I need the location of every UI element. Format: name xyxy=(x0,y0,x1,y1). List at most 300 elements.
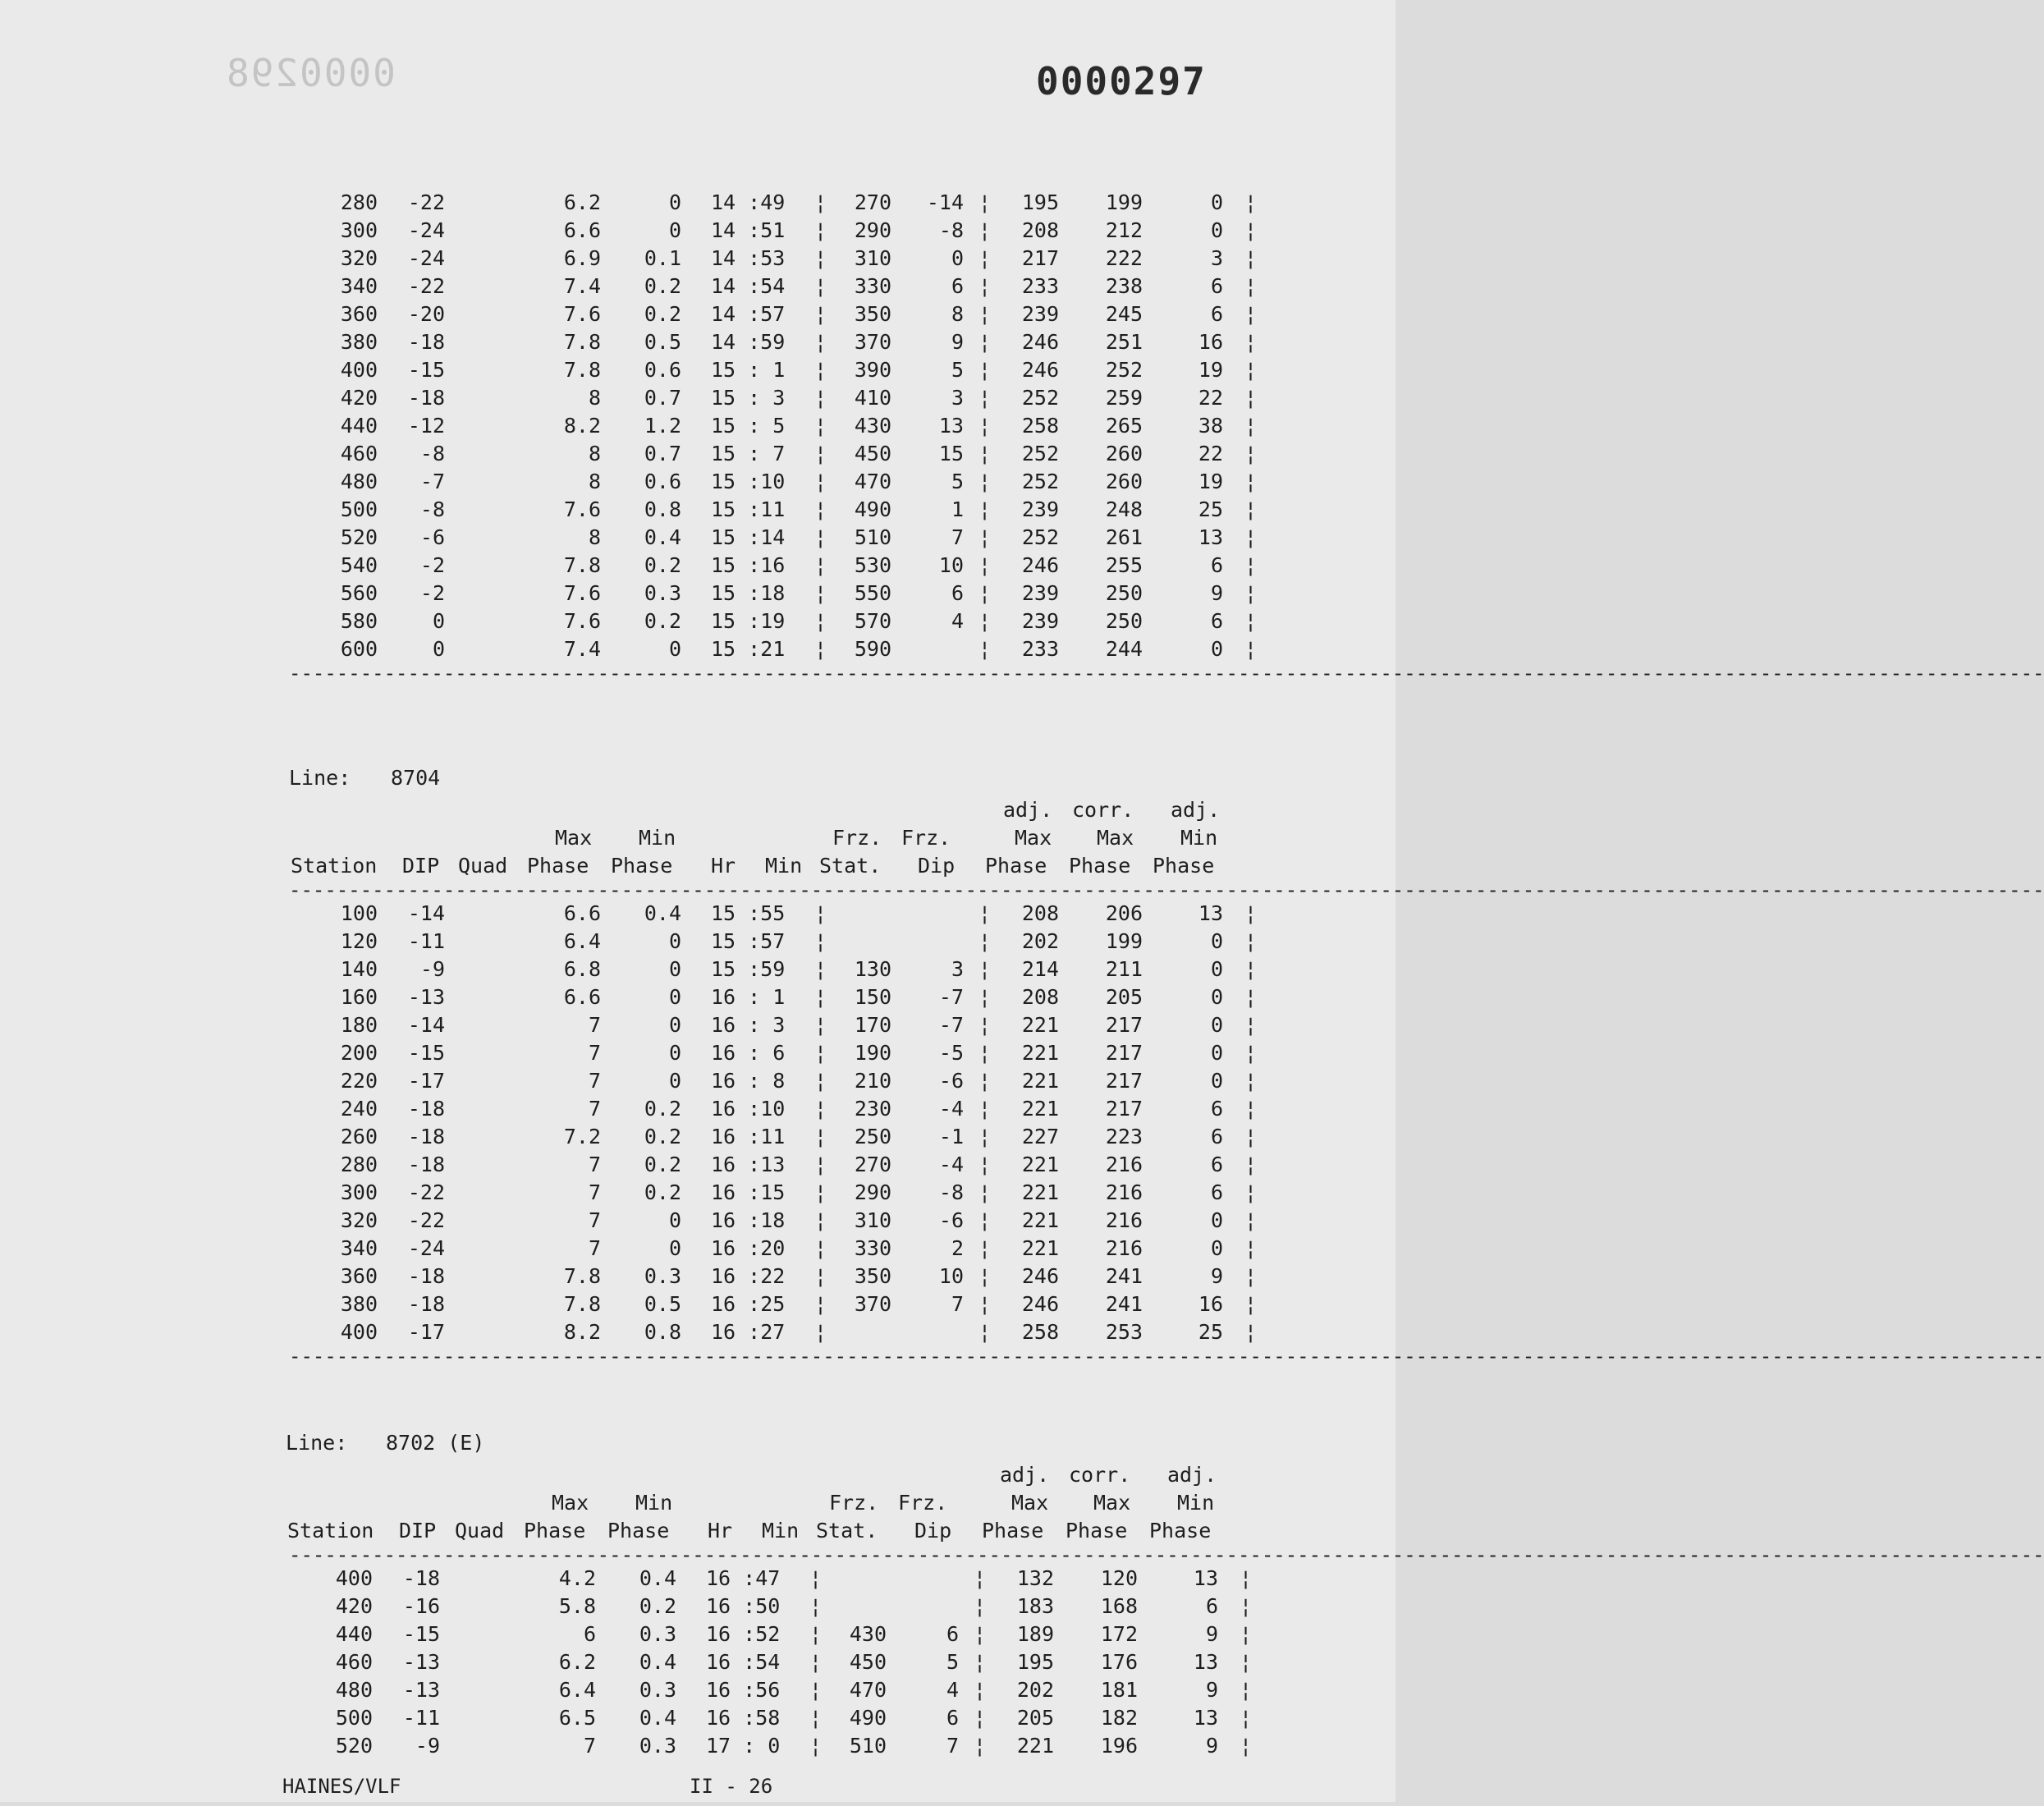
column-separator: ¦ xyxy=(1240,1650,1253,1674)
adj-max-phase-cell: 214 xyxy=(1021,957,1059,981)
frz-dip-cell: 3 xyxy=(951,957,964,981)
frz-dip-cell: 7 xyxy=(951,1292,964,1316)
column-separator: ¦ xyxy=(1244,553,1258,577)
corr-max-phase-cell: 255 xyxy=(1105,553,1143,577)
column-separator: ¦ xyxy=(814,470,827,493)
station-cell: 580 xyxy=(340,609,378,633)
column-heading: Quad xyxy=(458,854,508,878)
adj-min-phase-cell: 19 xyxy=(1198,470,1223,493)
station-cell: 380 xyxy=(340,330,378,354)
adj-max-phase-cell: 221 xyxy=(1021,1180,1059,1204)
max-phase-cell: 8 xyxy=(588,386,601,410)
column-separator: ¦ xyxy=(974,1678,987,1702)
max-phase-cell: 7.4 xyxy=(563,274,601,298)
time-cell: 16 :25 xyxy=(711,1292,786,1316)
adj-max-phase-cell: 239 xyxy=(1021,609,1059,633)
column-separator: ¦ xyxy=(974,1622,987,1646)
corr-max-phase-cell: 206 xyxy=(1105,901,1143,925)
dip-cell: -16 xyxy=(402,1594,440,1618)
time-cell: 16 :47 xyxy=(706,1566,781,1590)
max-phase-cell: 6.2 xyxy=(558,1650,596,1674)
footer-page-number: II - 26 xyxy=(690,1775,773,1798)
frz-stat-cell: 390 xyxy=(854,358,891,382)
min-phase-cell: 0 xyxy=(668,1069,681,1093)
frz-stat-cell: 250 xyxy=(854,1125,891,1148)
corr-max-phase-cell: 244 xyxy=(1105,637,1143,661)
adj-max-phase-cell: 205 xyxy=(1016,1706,1054,1730)
station-cell: 320 xyxy=(340,246,378,270)
adj-min-phase-cell: 22 xyxy=(1198,442,1223,465)
column-separator: ¦ xyxy=(814,985,827,1009)
station-cell: 100 xyxy=(340,901,378,925)
max-phase-cell: 7 xyxy=(588,1069,601,1093)
column-heading: Min xyxy=(1180,826,1218,850)
column-separator: ¦ xyxy=(1244,1153,1258,1176)
column-heading: Frz. xyxy=(832,826,882,850)
adj-max-phase-cell: 246 xyxy=(1021,1292,1059,1316)
column-separator: ¦ xyxy=(814,190,827,214)
adj-min-phase-cell: 0 xyxy=(1210,1041,1223,1065)
column-heading: Phase xyxy=(611,854,673,878)
dip-cell: -22 xyxy=(407,190,445,214)
column-heading: Phase xyxy=(1153,854,1215,878)
frz-stat-cell: 550 xyxy=(854,581,891,605)
table-row xyxy=(0,412,1418,440)
frz-dip-cell: -5 xyxy=(938,1041,964,1065)
column-separator: ¦ xyxy=(814,1236,827,1260)
dip-cell: -18 xyxy=(407,1264,445,1288)
table-row xyxy=(0,1593,1418,1620)
rule-dashes: ---------------------------------------------------------------------------------------------------------------------------------------------------- xyxy=(289,1543,2044,1566)
max-phase-cell: 7.8 xyxy=(563,358,601,382)
column-heading: Min xyxy=(765,854,803,878)
time-cell: 15 :14 xyxy=(711,525,786,549)
station-cell: 600 xyxy=(340,637,378,661)
column-separator: ¦ xyxy=(814,274,827,298)
table-row xyxy=(0,468,1418,496)
column-separator: ¦ xyxy=(1244,414,1258,438)
min-phase-cell: 0.3 xyxy=(639,1734,676,1758)
table-row xyxy=(0,900,1418,928)
max-phase-cell: 7 xyxy=(588,1041,601,1065)
adj-min-phase-cell: 13 xyxy=(1198,901,1223,925)
dip-cell: -24 xyxy=(407,246,445,270)
dip-cell: -24 xyxy=(407,1236,445,1260)
time-cell: 16 :56 xyxy=(706,1678,781,1702)
column-separator: ¦ xyxy=(974,1734,987,1758)
time-cell: 15 :10 xyxy=(711,470,786,493)
min-phase-cell: 0.4 xyxy=(639,1650,676,1674)
adj-max-phase-cell: 252 xyxy=(1021,525,1059,549)
column-separator: ¦ xyxy=(978,1125,992,1148)
min-phase-cell: 0.3 xyxy=(639,1622,676,1646)
column-separator: ¦ xyxy=(978,470,992,493)
station-cell: 220 xyxy=(340,1069,378,1093)
table-line-8704 xyxy=(0,760,2044,1368)
adj-min-phase-cell: 6 xyxy=(1205,1594,1218,1618)
column-separator: ¦ xyxy=(814,302,827,326)
adj-min-phase-cell: 6 xyxy=(1210,1180,1223,1204)
max-phase-cell: 7.8 xyxy=(563,330,601,354)
column-separator: ¦ xyxy=(978,1041,992,1065)
line-number: 8702 (E) xyxy=(386,1431,485,1455)
adj-max-phase-cell: 233 xyxy=(1021,274,1059,298)
max-phase-cell: 8.2 xyxy=(563,1320,601,1344)
corr-max-phase-cell: 211 xyxy=(1105,957,1143,981)
min-phase-cell: 0 xyxy=(668,1041,681,1065)
frz-stat-cell: 490 xyxy=(854,497,891,521)
frz-dip-cell: -6 xyxy=(938,1208,964,1232)
column-heading: Min xyxy=(762,1519,800,1542)
table-row xyxy=(0,635,1418,663)
column-separator: ¦ xyxy=(1240,1734,1253,1758)
min-phase-cell: 0.8 xyxy=(644,1320,681,1344)
frz-dip-cell: 5 xyxy=(951,470,964,493)
table-row xyxy=(0,524,1418,552)
time-cell: 16 : 8 xyxy=(711,1069,786,1093)
frz-stat-cell: 570 xyxy=(854,609,891,633)
min-phase-cell: 0.1 xyxy=(644,246,681,270)
frz-stat-cell: 130 xyxy=(854,957,891,981)
column-separator: ¦ xyxy=(1244,957,1258,981)
corr-max-phase-cell: 217 xyxy=(1105,1097,1143,1121)
station-cell: 460 xyxy=(335,1650,373,1674)
adj-max-phase-cell: 208 xyxy=(1021,985,1059,1009)
column-separator: ¦ xyxy=(809,1650,823,1674)
min-phase-cell: 0.2 xyxy=(644,274,681,298)
corr-max-phase-cell: 217 xyxy=(1105,1013,1143,1037)
max-phase-cell: 6.6 xyxy=(563,985,601,1009)
table-row xyxy=(0,1235,1418,1263)
column-heading: Phase xyxy=(607,1519,670,1542)
dip-cell: -9 xyxy=(415,1734,440,1758)
min-phase-cell: 0.2 xyxy=(644,302,681,326)
column-separator: ¦ xyxy=(1240,1594,1253,1618)
column-heading: corr. xyxy=(1072,798,1134,822)
time-cell: 15 :57 xyxy=(711,929,786,953)
min-phase-cell: 0.6 xyxy=(644,358,681,382)
line-label: Line: xyxy=(289,766,351,790)
column-separator: ¦ xyxy=(814,1041,827,1065)
corr-max-phase-cell: 223 xyxy=(1105,1125,1143,1148)
table-row xyxy=(0,1179,1418,1207)
adj-max-phase-cell: 258 xyxy=(1021,414,1059,438)
frz-stat-cell: 410 xyxy=(854,386,891,410)
header-row xyxy=(0,796,1418,824)
adj-max-phase-cell: 221 xyxy=(1021,1013,1059,1037)
column-heading: Dip xyxy=(914,1519,952,1542)
dip-cell: -17 xyxy=(407,1069,445,1093)
max-phase-cell: 6.4 xyxy=(558,1678,596,1702)
time-cell: 16 :11 xyxy=(711,1125,786,1148)
corr-max-phase-cell: 120 xyxy=(1100,1566,1138,1590)
table-line-8702-e xyxy=(0,1425,2044,1760)
dip-cell: -15 xyxy=(407,1041,445,1065)
dip-cell: 0 xyxy=(432,637,445,661)
corr-max-phase-cell: 248 xyxy=(1105,497,1143,521)
time-cell: 14 :54 xyxy=(711,274,786,298)
dip-cell: -11 xyxy=(402,1706,440,1730)
adj-min-phase-cell: 0 xyxy=(1210,1236,1223,1260)
frz-dip-cell: 2 xyxy=(951,1236,964,1260)
frz-stat-cell: 470 xyxy=(854,470,891,493)
column-separator: ¦ xyxy=(814,442,827,465)
adj-max-phase-cell: 217 xyxy=(1021,246,1059,270)
dip-cell: -18 xyxy=(407,1125,445,1148)
table-row xyxy=(0,1704,1418,1732)
station-cell: 140 xyxy=(340,957,378,981)
frz-stat-cell: 350 xyxy=(854,302,891,326)
column-separator: ¦ xyxy=(814,637,827,661)
column-separator: ¦ xyxy=(814,1264,827,1288)
column-header xyxy=(0,1461,2044,1566)
min-phase-cell: 0.4 xyxy=(639,1566,676,1590)
dashed-rule xyxy=(0,878,2044,901)
min-phase-cell: 0.2 xyxy=(644,1153,681,1176)
table-row xyxy=(0,1011,1418,1039)
line-number: 8704 xyxy=(391,766,441,790)
min-phase-cell: 0 xyxy=(668,218,681,242)
table-row xyxy=(0,1151,1418,1179)
corr-max-phase-cell: 205 xyxy=(1105,985,1143,1009)
column-separator: ¦ xyxy=(1244,1125,1258,1148)
table-row xyxy=(0,440,1418,468)
adj-max-phase-cell: 252 xyxy=(1021,470,1059,493)
column-separator: ¦ xyxy=(1244,637,1258,661)
corr-max-phase-cell: 181 xyxy=(1100,1678,1138,1702)
table-row xyxy=(0,1732,1418,1760)
column-heading: Min xyxy=(635,1491,673,1515)
column-separator: ¦ xyxy=(978,302,992,326)
corr-max-phase-cell: 199 xyxy=(1105,190,1143,214)
min-phase-cell: 0.2 xyxy=(644,1097,681,1121)
adj-max-phase-cell: 221 xyxy=(1021,1041,1059,1065)
min-phase-cell: 0.4 xyxy=(644,901,681,925)
adj-min-phase-cell: 6 xyxy=(1210,274,1223,298)
max-phase-cell: 7.6 xyxy=(563,581,601,605)
dip-cell: -2 xyxy=(419,553,445,577)
column-separator: ¦ xyxy=(978,1013,992,1037)
column-separator: ¦ xyxy=(978,246,992,270)
column-heading: Quad xyxy=(455,1519,505,1542)
table-row xyxy=(0,1290,1418,1318)
frz-dip-cell: 4 xyxy=(951,609,964,633)
station-cell: 400 xyxy=(340,358,378,382)
time-cell: 14 :53 xyxy=(711,246,786,270)
dip-cell: -18 xyxy=(407,1292,445,1316)
frz-stat-cell: 490 xyxy=(849,1706,887,1730)
min-phase-cell: 0 xyxy=(668,957,681,981)
corr-max-phase-cell: 172 xyxy=(1100,1622,1138,1646)
min-phase-cell: 0 xyxy=(668,637,681,661)
corr-max-phase-cell: 216 xyxy=(1105,1208,1143,1232)
column-separator: ¦ xyxy=(974,1706,987,1730)
column-separator: ¦ xyxy=(978,525,992,549)
dip-cell: -13 xyxy=(402,1678,440,1702)
column-separator: ¦ xyxy=(1244,525,1258,549)
column-separator: ¦ xyxy=(978,985,992,1009)
min-phase-cell: 0.7 xyxy=(644,442,681,465)
frz-stat-cell: 510 xyxy=(854,525,891,549)
table-body xyxy=(0,900,2044,1368)
table-row xyxy=(0,1676,1418,1704)
max-phase-cell: 8 xyxy=(588,442,601,465)
column-separator: ¦ xyxy=(809,1594,823,1618)
frz-dip-cell: 8 xyxy=(951,302,964,326)
time-cell: 15 :19 xyxy=(711,609,786,633)
adj-max-phase-cell: 189 xyxy=(1016,1622,1054,1646)
column-separator: ¦ xyxy=(809,1734,823,1758)
frz-dip-cell: -4 xyxy=(938,1097,964,1121)
column-separator: ¦ xyxy=(814,1013,827,1037)
column-separator: ¦ xyxy=(814,1292,827,1316)
frz-stat-cell: 210 xyxy=(854,1069,891,1093)
dip-cell: -22 xyxy=(407,274,445,298)
column-separator: ¦ xyxy=(1244,246,1258,270)
min-phase-cell: 0.4 xyxy=(639,1706,676,1730)
column-separator: ¦ xyxy=(978,1153,992,1176)
column-heading: Dip xyxy=(918,854,956,878)
time-cell: 16 : 1 xyxy=(711,985,786,1009)
column-separator: ¦ xyxy=(814,246,827,270)
time-cell: 15 : 1 xyxy=(711,358,786,382)
frz-dip-cell: 7 xyxy=(946,1734,959,1758)
dip-cell: -9 xyxy=(419,957,445,981)
column-separator: ¦ xyxy=(814,957,827,981)
column-separator: ¦ xyxy=(814,929,827,953)
adj-min-phase-cell: 13 xyxy=(1193,1566,1218,1590)
frz-dip-cell: 4 xyxy=(946,1678,959,1702)
column-separator: ¦ xyxy=(978,190,992,214)
time-cell: 16 : 3 xyxy=(711,1013,786,1037)
max-phase-cell: 7 xyxy=(588,1180,601,1204)
frz-stat-cell: 590 xyxy=(854,637,891,661)
frz-stat-cell: 150 xyxy=(854,985,891,1009)
min-phase-cell: 0.4 xyxy=(644,525,681,549)
adj-max-phase-cell: 258 xyxy=(1021,1320,1059,1344)
station-cell: 200 xyxy=(340,1041,378,1065)
footer-left: HAINES/VLF xyxy=(282,1775,401,1798)
column-heading: Max xyxy=(1011,1491,1049,1515)
min-phase-cell: 0.3 xyxy=(639,1678,676,1702)
max-phase-cell: 8.2 xyxy=(563,414,601,438)
min-phase-cell: 1.2 xyxy=(644,414,681,438)
dip-cell: -12 xyxy=(407,414,445,438)
column-heading: Station xyxy=(287,1519,374,1542)
column-heading: Max xyxy=(555,826,593,850)
min-phase-cell: 0.3 xyxy=(644,1264,681,1288)
adj-min-phase-cell: 38 xyxy=(1198,414,1223,438)
table-row xyxy=(0,496,1418,524)
table-body xyxy=(0,1565,1418,1760)
adj-min-phase-cell: 6 xyxy=(1210,1125,1223,1148)
frz-dip-cell: 15 xyxy=(938,442,964,465)
table-row xyxy=(0,1565,1418,1593)
dip-cell: -18 xyxy=(407,1153,445,1176)
column-separator: ¦ xyxy=(1244,190,1258,214)
column-separator: ¦ xyxy=(809,1566,823,1590)
frz-dip-cell: -14 xyxy=(926,190,964,214)
column-heading: Hr xyxy=(708,1519,733,1542)
frz-dip-cell: 1 xyxy=(951,497,964,521)
dip-cell: -22 xyxy=(407,1180,445,1204)
adj-max-phase-cell: 202 xyxy=(1021,929,1059,953)
frz-dip-cell: -1 xyxy=(938,1125,964,1148)
column-separator: ¦ xyxy=(814,218,827,242)
corr-max-phase-cell: 212 xyxy=(1105,218,1143,242)
column-separator: ¦ xyxy=(1240,1566,1253,1590)
adj-min-phase-cell: 9 xyxy=(1205,1622,1218,1646)
column-separator: ¦ xyxy=(1244,497,1258,521)
station-cell: 520 xyxy=(340,525,378,549)
column-separator: ¦ xyxy=(814,386,827,410)
adj-min-phase-cell: 0 xyxy=(1210,929,1223,953)
column-heading: Frz. xyxy=(898,1491,948,1515)
station-cell: 300 xyxy=(340,218,378,242)
column-heading: adj. xyxy=(1167,1463,1217,1487)
frz-stat-cell: 350 xyxy=(854,1264,891,1288)
min-phase-cell: 0.2 xyxy=(644,1180,681,1204)
adj-max-phase-cell: 233 xyxy=(1021,637,1059,661)
frz-stat-cell: 290 xyxy=(854,218,891,242)
max-phase-cell: 7 xyxy=(588,1236,601,1260)
adj-min-phase-cell: 6 xyxy=(1210,609,1223,633)
corr-max-phase-cell: 265 xyxy=(1105,414,1143,438)
adj-max-phase-cell: 132 xyxy=(1016,1566,1054,1590)
max-phase-cell: 6.6 xyxy=(563,901,601,925)
table-row xyxy=(0,300,1418,328)
column-separator: ¦ xyxy=(814,358,827,382)
adj-min-phase-cell: 0 xyxy=(1210,1013,1223,1037)
frz-stat-cell: 530 xyxy=(854,553,891,577)
table-row xyxy=(0,1095,1418,1123)
column-separator: ¦ xyxy=(1244,1180,1258,1204)
column-heading: adj. xyxy=(1000,1463,1050,1487)
station-cell: 500 xyxy=(340,497,378,521)
adj-min-phase-cell: 13 xyxy=(1193,1650,1218,1674)
min-phase-cell: 0.8 xyxy=(644,497,681,521)
time-cell: 16 :27 xyxy=(711,1320,786,1344)
adj-max-phase-cell: 195 xyxy=(1021,190,1059,214)
corr-max-phase-cell: 261 xyxy=(1105,525,1143,549)
max-phase-cell: 7.8 xyxy=(563,553,601,577)
corr-max-phase-cell: 241 xyxy=(1105,1292,1143,1316)
dashed-rule xyxy=(0,1543,2044,1566)
dip-cell: -14 xyxy=(407,901,445,925)
table-row xyxy=(0,217,1418,245)
station-cell: 400 xyxy=(335,1566,373,1590)
column-separator: ¦ xyxy=(1240,1706,1253,1730)
max-phase-cell: 8 xyxy=(588,470,601,493)
frz-stat-cell: 270 xyxy=(854,190,891,214)
adj-min-phase-cell: 16 xyxy=(1198,1292,1223,1316)
column-separator: ¦ xyxy=(978,553,992,577)
station-cell: 240 xyxy=(340,1097,378,1121)
adj-min-phase-cell: 25 xyxy=(1198,497,1223,521)
column-heading: Frz. xyxy=(829,1491,879,1515)
corr-max-phase-cell: 238 xyxy=(1105,274,1143,298)
column-separator: ¦ xyxy=(814,609,827,633)
rule-dashes: ---------------------------------------------------------------------------------------------------------------------------------------------------- xyxy=(289,878,2044,901)
time-cell: 15 :59 xyxy=(711,957,786,981)
adj-min-phase-cell: 0 xyxy=(1210,1069,1223,1093)
column-separator: ¦ xyxy=(1244,1292,1258,1316)
dip-cell: -18 xyxy=(407,386,445,410)
column-separator: ¦ xyxy=(814,414,827,438)
column-separator: ¦ xyxy=(1244,358,1258,382)
adj-min-phase-cell: 13 xyxy=(1198,525,1223,549)
max-phase-cell: 6 xyxy=(583,1622,596,1646)
